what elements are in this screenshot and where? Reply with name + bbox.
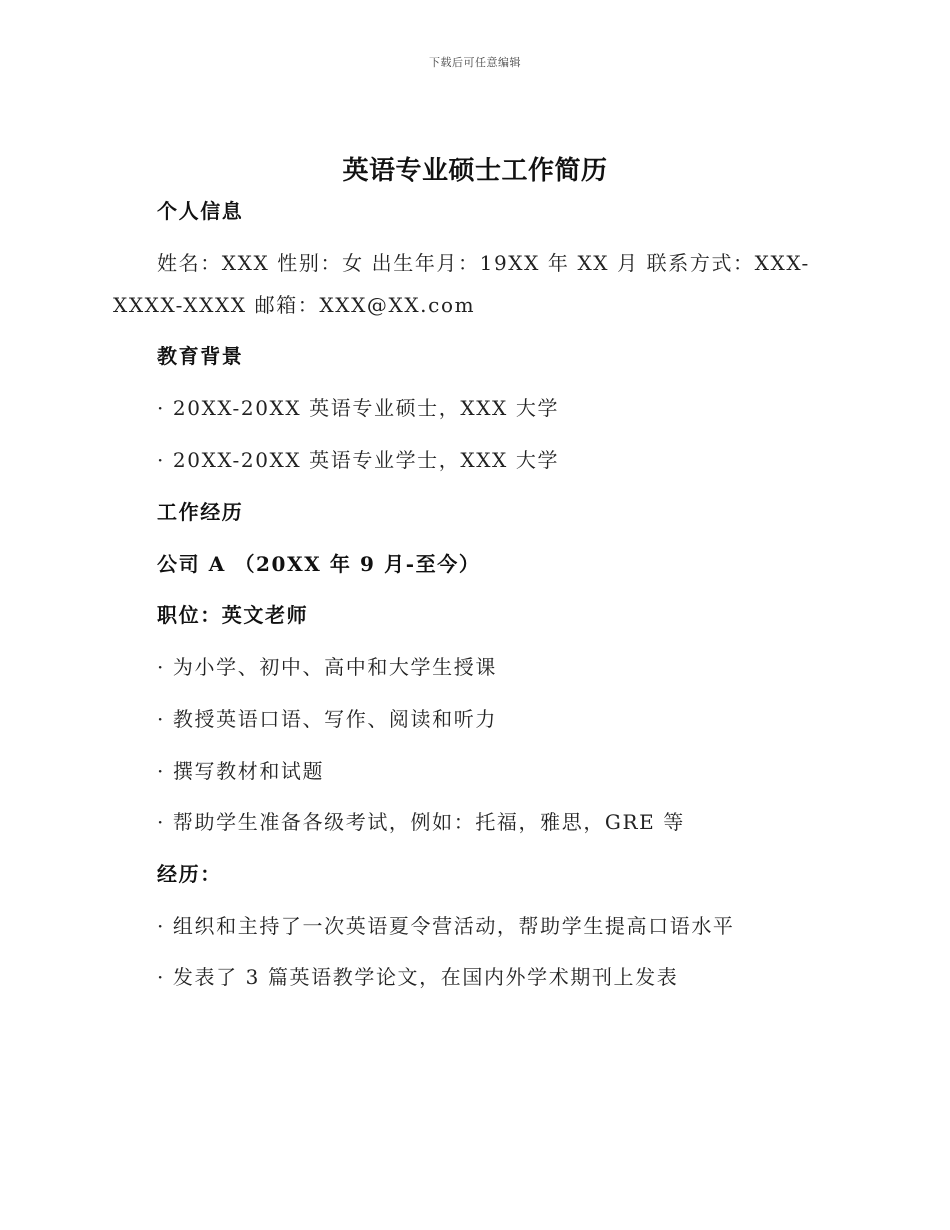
experience-item-camp: · 组织和主持了一次英语夏令营活动，帮助学生提高口语水平 xyxy=(157,914,735,938)
duty-item-materials: · 撰写教材和试题 xyxy=(157,759,325,783)
page-header-note: 下载后可任意编辑 xyxy=(429,56,521,69)
document-title: 英语专业硕士工作简历 xyxy=(342,156,608,186)
personal-info-line-1: 姓名：XXX 性别：女 出生年月：19XX 年 XX 月 联系方式：XXX- xyxy=(157,251,810,275)
experience-item-papers: · 发表了 3 篇英语教学论文，在国内外学术期刊上发表 xyxy=(157,965,679,989)
section-heading-education: 教育背景 xyxy=(157,344,244,368)
duty-item-exams: · 帮助学生准备各级考试，例如：托福，雅思，GRE 等 xyxy=(157,810,685,834)
work-company: 公司 A （20XX 年 9 月-至今） xyxy=(157,552,481,576)
education-item-masters: · 20XX-20XX 英语专业硕士，XXX 大学 xyxy=(157,396,560,420)
section-heading-experience: 经历： xyxy=(157,862,222,886)
personal-info-line-2: XXXX-XXXX 邮箱：XXX@XX.com xyxy=(113,293,476,317)
education-item-bachelors: · 20XX-20XX 英语专业学士，XXX 大学 xyxy=(157,448,560,472)
section-heading-work: 工作经历 xyxy=(157,500,244,524)
section-heading-personal-info: 个人信息 xyxy=(157,199,244,223)
duty-item-teaching: · 为小学、初中、高中和大学生授课 xyxy=(157,655,497,679)
work-position: 职位：英文老师 xyxy=(157,603,309,627)
duty-item-skills: · 教授英语口语、写作、阅读和听力 xyxy=(157,707,497,731)
